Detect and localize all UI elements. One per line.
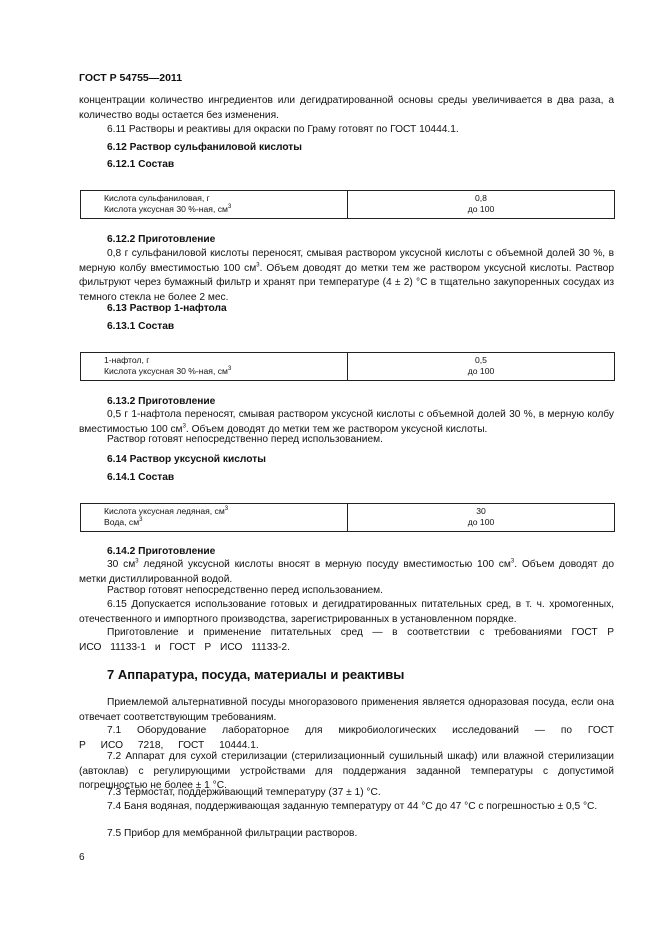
paragraph-6-14-2-note: Раствор готовят непосредственно перед использованием.: [107, 585, 383, 596]
paragraph-7-1: 7.1 Оборудование лабораторное для микробиологических исследований — по ГОСТ Р ИСО 7218, ГОСТ 10444.1.: [79, 725, 614, 751]
table-row: [81, 191, 615, 219]
component-value: 0,5 до 100: [348, 353, 615, 381]
paragraph-7-2: 7.2 Аппарат для сухой стерилизации (стерилизационный сушильный шкаф) или влажной стерилизации (автоклав) с регулирующими устройствами для поддержания заданной температуры с допустимой погрешностью не более ± 1 °С.: [79, 751, 614, 791]
heading-6-12-2: 6.12.2 Приготовление: [107, 234, 216, 245]
heading-6-14-1: 6.14.1 Состав: [107, 472, 175, 483]
composition-table-6-14: [80, 503, 615, 532]
paragraph-7-intro: Приемлемой альтернативной посуды многоразового применения является одноразовая посуда, если она отвечает соответствующим требованиям.: [79, 697, 614, 723]
paragraph-6-13-2-note: Раствор готовят непосредственно перед использованием.: [107, 434, 383, 445]
paragraph-6-15-requirements: Приготовление и применение питательных сред — в соответствии с требованиями ГОСТ Р ИСО 11133-1 и ГОСТ Р ИСО 11133-2.: [79, 627, 614, 653]
page-number: 6: [79, 852, 85, 863]
table-row: [81, 504, 615, 532]
heading-6-13-2: 6.13.2 Приготовление: [107, 396, 216, 407]
component-name: 1-нафтол, г Кислота уксусная 30 %-ная, $см^3$: [104, 355, 232, 376]
paragraph-7-5: 7.5 Прибор для мембранной фильтрации растворов.: [107, 828, 358, 839]
component-name: Кислота уксусная ледяная, $см^3$ Вода, $см^3$: [104, 506, 229, 527]
composition-table-6-13: [80, 352, 615, 381]
heading-6-13: 6.13 Раствор 1-нафтола: [107, 303, 227, 314]
component-value: 30 до 100: [348, 504, 615, 532]
table-row: [81, 353, 615, 381]
paragraph-6-11: 6.11 Растворы и реактивы для окраски по Граму готовят по ГОСТ 10444.1.: [107, 124, 459, 135]
composition-table-6-12: [80, 190, 615, 219]
document-code: ГОСТ Р 54755—2011: [79, 72, 183, 84]
heading-6-13-1: 6.13.1 Состав: [107, 321, 175, 332]
paragraph-6-12-2: 0,8 г сульфаниловой кислоты переносят, смывая раствором уксусной кислоты с объемной долей 30 %, в мерную колбу вместимостью 100 $см^3$. Объем доводят до метки тем же раствором уксусной кислоты. Раствор фильтруют через бумажный фильтр и хранят при температуре (4 ± 2) °С в тщательно закупоренных сосудах из темного стекла не более 2 мес.: [79, 248, 614, 303]
section-7-title: 7 Аппаратура, посуда, материалы и реактивы: [107, 667, 405, 682]
paragraph-6-13-2: 0,5 г 1-нафтола переносят, смывая раствором уксусной кислоты с объемной долей 30 %, в мерную колбу вместимостью 100 $см^3$. Объем доводят до метки тем же раствором уксусной кислоты.: [79, 409, 614, 435]
component-name: Кислота сульфаниловая, г Кислота уксусная 30 %-ная, $см^3$: [104, 193, 232, 214]
paragraph-6-14-2: 30 $см^3$ ледяной уксусной кислоты вносят в мерную посуду вместимостью 100 $см^3$. Объем доводят до метки дистиллированной водой.: [79, 558, 614, 585]
paragraph-6-15: 6.15 Допускается использование готовых и дегидратированных питательных сред, в т. ч. хромогенных, отечественного и импортного производства, зарегистрированных в установленном порядке.: [79, 599, 614, 625]
heading-6-14-2: 6.14.2 Приготовление: [107, 546, 216, 557]
heading-6-14: 6.14 Раствор уксусной кислоты: [107, 454, 266, 465]
paragraph-7-4: 7.4 Баня водяная, поддерживающая заданную температуру от 44 °С до 47 °С с погрешностью ± 0,5 °С.: [107, 801, 598, 812]
paragraph-7-3: 7.3 Термостат, поддерживающий температуру (37 ± 1) °С.: [107, 787, 381, 798]
heading-6-12-1: 6.12.1 Состав: [107, 159, 175, 170]
heading-6-12: 6.12 Раствор сульфаниловой кислоты: [107, 142, 302, 153]
paragraph-6-10-continued: концентрации количество ингредиентов или дегидратированной основы среды увеличивается в два раза, а количество воды остается без изменения.: [79, 95, 614, 121]
component-value: 0,8 до 100: [348, 191, 615, 219]
